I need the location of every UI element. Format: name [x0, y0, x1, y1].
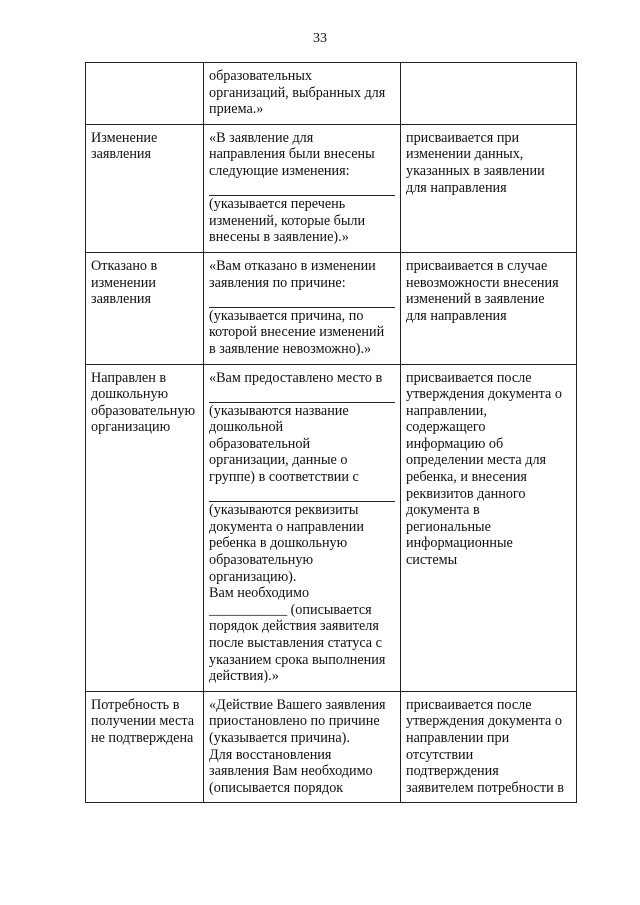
cell-text-line: дошкольной	[209, 419, 284, 436]
cell-text-line: «Вам предоставлено место в	[209, 369, 383, 386]
cell-text-line: в заявление невозможно).»	[209, 340, 372, 357]
cell-text-line: заявления	[91, 146, 152, 163]
cell-condition	[401, 124, 577, 252]
cell-text-line: действия).»	[209, 668, 279, 685]
cell-text-line: (описывается порядок	[209, 779, 344, 796]
cell-text-line: ___________ (описывается	[209, 601, 372, 618]
cell-status	[86, 364, 204, 691]
cell-text-line: региональные	[406, 518, 491, 535]
table-row	[86, 364, 577, 691]
cell-condition	[401, 252, 577, 364]
cell-text-line: «Вам отказано в изменении	[209, 257, 376, 274]
cell-text-line: указанием срока выполнения	[209, 651, 386, 668]
cell-text-line: информацию об	[406, 435, 504, 452]
fill-in-blank-line	[209, 386, 395, 403]
cell-text-line: изменении данных,	[406, 146, 524, 163]
table-row	[86, 691, 577, 803]
cell-text-line: невозможности внесения	[406, 274, 559, 291]
cell-text-line: присваивается после	[406, 369, 532, 386]
cell-text-line: Отказано в	[91, 257, 158, 274]
cell-text-line: дошкольную	[91, 386, 169, 403]
cell-text-line: документа в	[406, 502, 480, 519]
fill-in-blank-line	[209, 486, 395, 503]
cell-text-line: Вам необходимо	[209, 585, 310, 602]
cell-text-line: Для восстановления	[209, 746, 332, 763]
cell-text-line: (указывается перечень	[209, 196, 346, 213]
cell-message	[204, 124, 401, 252]
cell-text-line: заявления по причине:	[209, 274, 346, 291]
cell-text-line: утверждения документа о	[406, 386, 562, 403]
cell-text-line: системы	[406, 552, 458, 569]
cell-text-line: утверждения документа о	[406, 713, 562, 730]
cell-text-line: (указываются реквизиты	[209, 502, 359, 519]
cell-text-line: образовательных	[209, 68, 313, 84]
cell-text-line: подтверждения	[406, 763, 499, 780]
cell-text-line: информационные	[406, 535, 513, 552]
cell-condition	[401, 63, 577, 125]
status-table	[85, 62, 577, 803]
cell-text-line: изменений в заявление	[406, 291, 545, 308]
cell-text-line: образовательную	[91, 402, 196, 419]
cell-text-line: (указывается причина, по	[209, 307, 364, 324]
cell-text-line: «В заявление для	[209, 129, 314, 146]
cell-text-line: образовательной	[209, 435, 311, 452]
cell-text-line: организации, данные о	[209, 452, 348, 469]
cell-condition	[401, 691, 577, 803]
cell-text-line: реквизитов данного	[406, 485, 526, 502]
cell-text-line: изменений, которые были	[209, 212, 366, 229]
cell-status	[86, 124, 204, 252]
cell-text-line: группе) в соответствии с	[209, 469, 359, 486]
page-number: 33	[313, 31, 327, 46]
cell-text-line: получении места	[91, 713, 195, 730]
table-row	[86, 252, 577, 364]
cell-text-line: (указывается причина).	[209, 729, 350, 746]
cell-text-line: изменении	[91, 274, 156, 291]
cell-text-line: направлении при	[406, 729, 510, 746]
cell-text-line: содержащего	[406, 419, 486, 436]
cell-text-line: организаций, выбранных для	[209, 84, 386, 101]
cell-text-line: порядок действия заявителя	[209, 618, 379, 635]
cell-text-line: организацию).	[209, 568, 297, 585]
cell-text-line: следующие изменения:	[209, 162, 350, 179]
cell-text-line: (указываются название	[209, 402, 349, 419]
cell-text-line: организацию	[91, 419, 171, 436]
cell-text-line: внесены в заявление).»	[209, 229, 349, 246]
table-row	[86, 63, 577, 125]
cell-message	[204, 691, 401, 803]
cell-text-line: присваивается в случае	[406, 257, 548, 274]
fill-in-blank-line	[209, 291, 395, 308]
cell-text-line: приема.»	[209, 101, 264, 118]
cell-text-line: ребенка в дошкольную	[209, 535, 348, 552]
cell-text-line: для направления	[406, 307, 507, 324]
table-row	[86, 124, 577, 252]
cell-text-line: ребенка, и внесения	[406, 469, 527, 486]
cell-text-line: «Действие Вашего заявления	[209, 696, 386, 713]
cell-status	[86, 691, 204, 803]
cell-text-line: Направлен в	[91, 369, 167, 386]
fill-in-blank-line	[209, 180, 395, 197]
cell-text-line: приостановлено по причине	[209, 713, 380, 730]
cell-text-line: после выставления статуса с	[209, 635, 382, 651]
cell-message	[204, 252, 401, 364]
cell-text-line: заявления	[91, 291, 152, 308]
cell-text-line: определении места для	[406, 452, 547, 469]
cell-status	[86, 63, 204, 125]
status-table-body	[86, 63, 577, 803]
cell-text-line: указанных в заявлении	[406, 162, 545, 179]
cell-text-line: присваивается при	[406, 129, 520, 146]
cell-text-line: Потребность в	[91, 696, 180, 713]
cell-text-line: Изменение	[91, 129, 158, 146]
cell-text-line: для направления	[406, 179, 507, 196]
cell-text-line: которой внесение изменений	[209, 324, 385, 341]
cell-text-line: образовательную	[209, 552, 314, 569]
cell-text-line: присваивается после	[406, 696, 532, 713]
cell-text-line: не подтверждена	[91, 729, 194, 746]
cell-text-line: заявителем потребности в	[406, 779, 564, 796]
cell-text-line: заявления Вам необходимо	[209, 763, 373, 780]
cell-text-line: отсутствии	[406, 746, 474, 763]
cell-status	[86, 252, 204, 364]
cell-message	[204, 364, 401, 691]
cell-text-line: направлении,	[406, 402, 487, 419]
cell-text-line: направления были внесены	[209, 146, 375, 163]
cell-condition	[401, 364, 577, 691]
cell-text-line: документа о направлении	[209, 518, 364, 535]
cell-message	[204, 63, 401, 125]
